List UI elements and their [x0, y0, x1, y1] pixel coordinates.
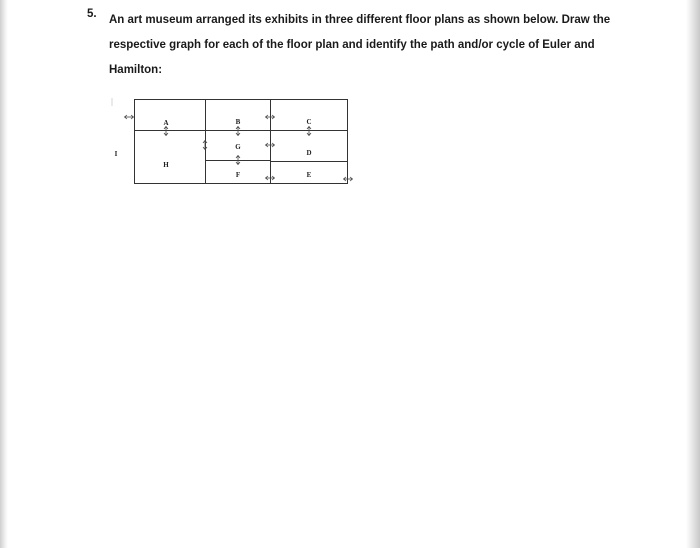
- question-line-2: respective graph for each of the floor plan and identify the path and/or cycle of Euler and: [109, 39, 595, 51]
- room-label-g: G: [235, 143, 241, 151]
- room-label-i: I: [114, 150, 118, 158]
- floor-plan-walls: [135, 100, 348, 184]
- room-label-e: E: [306, 171, 312, 179]
- door-icon-h-g: [203, 141, 207, 150]
- room-label-d: D: [306, 149, 312, 157]
- room-label-c: C: [306, 118, 312, 126]
- door-icon-i-a: [125, 115, 134, 119]
- room-label-f: F: [235, 171, 241, 179]
- question-number: 5.: [87, 8, 97, 20]
- room-label-a: A: [163, 119, 169, 127]
- room-label-b: B: [235, 118, 241, 126]
- question-line-1: An art museum arranged its exhibits in three different floor plans as shown below. Draw the: [109, 14, 611, 26]
- room-label-h: H: [163, 161, 169, 169]
- question-line-3: Hamilton:: [109, 64, 163, 76]
